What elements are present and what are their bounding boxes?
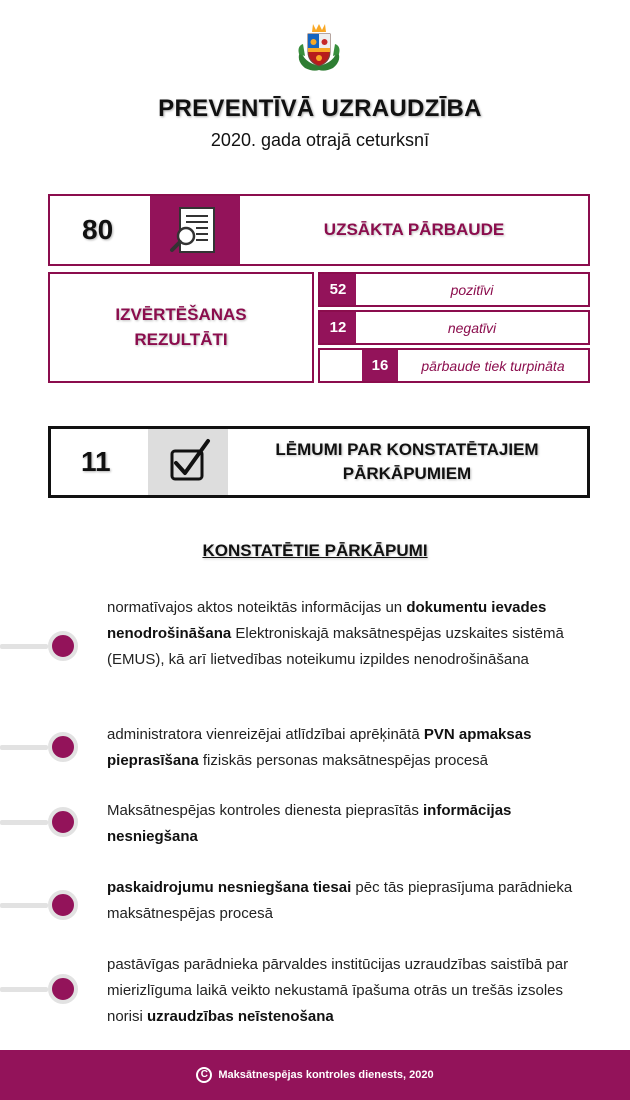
timeline-dot xyxy=(48,631,78,661)
result-row-negative xyxy=(318,310,590,345)
inspection-icon-cell xyxy=(150,196,240,264)
result-label-ongoing: pārbaude tiek turpināta xyxy=(421,357,565,374)
started-inspections-card xyxy=(48,194,590,266)
violation-item-5: pastāvīgas parādnieka pārvaldes institūcijas uzraudzības saistībā par mierizlīguma laikā veikto nekustamā īpašuma otrās un trešās izsoles norisi uzraudzības neīstenošana xyxy=(107,956,569,1025)
violation-item-2: administratora vienreizējai atlīdzībai aprēķinātā PVN apmaksas pieprasīšana fiziskās personas maksātnespējas procesā xyxy=(107,726,532,769)
page-subtitle: 2020. gada otrajā ceturksnī xyxy=(210,130,430,150)
footer xyxy=(0,1050,630,1100)
violation-item-1: normatīvajos aktos noteiktās informācijas un dokumentu ievades nenodrošināšana Elektroniskajā maksātnespējas uzskaites sistēmā (EMUS), kā arī lietvedības noteikumu izpildes nenodrošināšana xyxy=(107,599,564,668)
timeline-dot xyxy=(48,974,78,1004)
decisions-label xyxy=(237,429,577,495)
timeline-dot xyxy=(48,732,78,762)
result-count-ongoing: 16 xyxy=(362,350,398,381)
timeline-dot xyxy=(48,807,78,837)
timeline-dot xyxy=(48,890,78,920)
violation-item-4: paskaidrojumu nesniegšana tiesai pēc tās pieprasījuma parādnieka maksātnespējas procesā xyxy=(107,879,573,922)
checkbox-icon xyxy=(148,429,228,495)
started-inspections-label: UZSĀKTA PĀRBAUDE xyxy=(323,220,505,239)
result-label-positive: pozitīvi xyxy=(450,281,494,298)
timeline-line xyxy=(0,903,48,908)
violation-item-3: Maksātnespējas kontroles dienesta pieprasītās informācijas nesniegšana xyxy=(107,802,512,845)
decisions-label-line1: LĒMUMI PAR KONSTATĒTAJIEM xyxy=(275,440,539,460)
evaluation-label-line1: IZVĒRTĒŠANAS xyxy=(115,304,247,324)
result-count-positive: 52 xyxy=(320,274,356,305)
result-count-negative: 12 xyxy=(320,312,356,343)
result-row-ongoing xyxy=(318,348,590,383)
evaluation-label-line2: REZULTĀTI xyxy=(134,329,228,349)
result-row-positive xyxy=(318,272,590,307)
timeline-line xyxy=(0,745,48,750)
coat-of-arms-logo xyxy=(293,20,345,72)
decisions-card xyxy=(48,426,590,498)
footer-text: Maksātnespējas kontroles dienests, 2020 xyxy=(218,1069,434,1081)
timeline-line xyxy=(0,987,48,992)
evaluation-results-card xyxy=(48,272,314,383)
decisions-icon-cell xyxy=(148,429,228,495)
timeline-line xyxy=(0,820,48,825)
violations-title: KONSTATĒTIE PĀRKĀPUMI xyxy=(202,541,428,560)
decisions-count: 11 xyxy=(81,446,111,477)
copyright-icon: C xyxy=(196,1067,212,1083)
page-title: PREVENTĪVĀ UZRAUDZĪBA xyxy=(158,95,482,122)
decisions-label-line2: PĀRKĀPUMIEM xyxy=(342,464,472,483)
result-label-negative: negatīvi xyxy=(447,319,497,336)
timeline-line xyxy=(0,644,48,649)
document-search-icon xyxy=(150,196,240,264)
started-inspections-count: 80 xyxy=(82,214,114,245)
